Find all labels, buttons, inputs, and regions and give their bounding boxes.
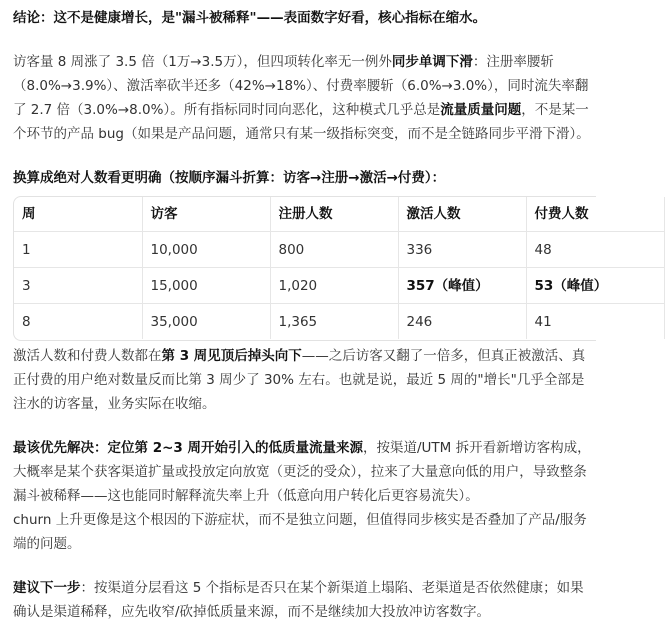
table-row	[14, 232, 664, 268]
cell-paid: 48	[526, 232, 664, 268]
cell-paid-peak: 53（峰值）	[526, 268, 664, 304]
cell-visitors: 10,000	[142, 232, 270, 268]
table-intro: 换算成绝对人数看更明确（按顺序漏斗折算：访客→注册→激活→付费）：	[13, 170, 446, 186]
header-week: 周	[14, 197, 142, 232]
cell-week: 1	[14, 232, 142, 268]
cell-week: 3	[14, 268, 142, 304]
cell-visitors: 15,000	[142, 268, 270, 304]
cell-signups: 1,365	[270, 304, 398, 340]
conclusion-text: 结论：这不是健康增长，是"漏斗被稀释"——表面数字好看，核心指标在缩水。	[13, 10, 487, 26]
table-row	[14, 304, 664, 340]
funnel-table-container[interactable]	[13, 196, 608, 341]
cell-paid: 41	[526, 304, 664, 340]
cell-signups: 1,020	[270, 268, 398, 304]
header-paid: 付费人数	[526, 197, 664, 232]
cell-activated: 336	[398, 232, 526, 268]
emphasis-next-step: 建议下一步	[13, 580, 81, 596]
priority-paragraph: 最该优先解决：定位第 2~3 周开始引入的低质量流量来源，按渠道/UTM 拆开看新增访客构成，大概率是某个获客渠道扩量或投放定向放宽（更泛的受众），拉来了大量意向低的用户，导致整条漏斗被稀释——这也能同时解释流失率上升（低意向用户转化后更容易流失）。	[13, 440, 591, 504]
cell-visitors: 35,000	[142, 304, 270, 340]
header-visitors: 访客	[142, 197, 270, 232]
emphasis-week3-peak: 第 3 周见顶后掉头向下	[161, 348, 302, 364]
analysis-paragraph: 访客量 8 周涨了 3.5 倍（1万→3.5万），但四项转化率无一例外同步单调下滑：注册率腰斩（8.0%→3.9%）、激活率砍半还多（42%→18%）、付费率腰斩（6.0%→3.0%），同时流失率翻了 2.7 倍（3.0%→8.0%）。所有指标同时同向恶化，这种模式几乎总是流量质量问题，不是某一个环节的产品 bug（如果是产品问题，通常只有某一级指标突变，而不是全链路同步平滑下滑）。	[13, 54, 590, 142]
table-header-row	[14, 197, 664, 232]
cell-activated-peak: 357（峰值）	[398, 268, 526, 304]
next-step-paragraph: 建议下一步：按渠道分层看这 5 个指标是否只在某个新渠道上塌陷、老渠道是否依然健康；如果确认是渠道稀释，应先收窄/砍掉低质量来源，而不是继续加大投放冲访客数字。	[13, 580, 584, 620]
conclusion-heading	[13, 6, 595, 30]
table-row	[14, 268, 664, 304]
cell-activated: 246	[398, 304, 526, 340]
emphasis-traffic-quality: 流量质量问题	[440, 102, 522, 118]
funnel-table	[14, 197, 665, 339]
header-signups: 注册人数	[270, 197, 398, 232]
header-activated: 激活人数	[398, 197, 526, 232]
emphasis-priority: 最该优先解决：定位第 2~3 周开始引入的低质量流量来源	[13, 440, 363, 456]
cell-signups: 800	[270, 232, 398, 268]
emphasis-sync-decline: 同步单调下滑	[391, 54, 473, 70]
cell-week: 8	[14, 304, 142, 340]
churn-paragraph: churn 上升更像是这个根因的下游症状，而不是独立问题，但值得同步核实是否叠加了产品/服务端的问题。	[13, 512, 587, 552]
peak-paragraph: 激活人数和付费人数都在第 3 周见顶后掉头向下——之后访客又翻了一倍多，但真正被激活、真正付费的用户绝对数量反而比第 3 周少了 30% 左右。也就是说，最近 5 周的"增长"几乎全部是注水的访客量，业务实际在收缩。	[13, 348, 586, 412]
